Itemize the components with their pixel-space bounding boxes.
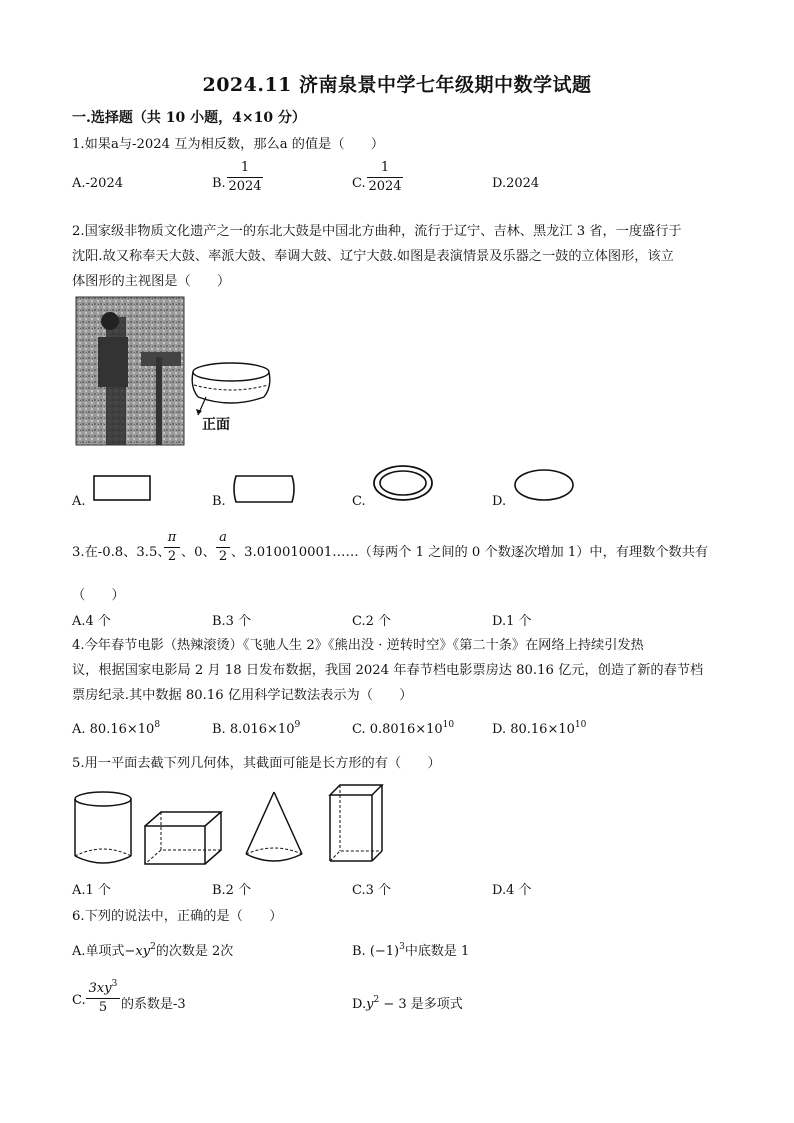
section-heading: 一.选择题（共 10 小题，4×10 分） — [72, 110, 306, 126]
q6-option-c-fraction — [86, 976, 120, 1016]
q6-option-c-numerator-exponent: 3 — [111, 979, 118, 989]
q6-option-d-exponent: 2 — [373, 995, 380, 1005]
q3-stem-part2: 、3.010010001……（每两个 1 之间的 0 个数逐次增加 1）中，有理数个数共有 — [231, 545, 709, 560]
q3-option-b: B.3 个 — [212, 614, 252, 629]
q6-option-b-suffix: 中底数是 1 — [404, 944, 470, 959]
q5-option-a: A.1 个 — [72, 883, 111, 898]
q4-option-d-exponent: 10 — [574, 720, 587, 730]
q6-option-b — [352, 940, 469, 959]
q2-option-a-rectangle — [93, 475, 151, 501]
q6-option-a — [72, 940, 233, 959]
cuboid-figure — [143, 810, 225, 866]
q4-option-b-base: B. 8.016×10 — [212, 722, 295, 737]
q1-option-b-fraction — [227, 160, 263, 195]
fraction-bar — [164, 547, 180, 548]
q5-option-b: B.2 个 — [212, 883, 252, 898]
q4-option-c — [352, 720, 454, 737]
q2-option-a-label: A. — [72, 494, 86, 509]
q5-stem: 5.用一平面去截下列几何体，其截面可能是长方形的有（ ） — [72, 756, 441, 771]
q2-option-d-ellipse — [513, 468, 575, 502]
q6-option-d-expression: y — [366, 997, 374, 1012]
cylinder-figure — [72, 790, 134, 866]
q4-option-b-exponent: 9 — [294, 720, 301, 730]
fraction-denominator: 5 — [98, 1000, 108, 1015]
fraction-bar — [216, 547, 230, 548]
q3-a-over-2 — [216, 530, 230, 565]
photo-caption: 正面 — [202, 417, 230, 433]
q6-option-a-prefix: A.单项式 — [72, 944, 125, 959]
performance-photo — [76, 297, 276, 447]
q2-stem-line1: 2.国家级非物质文化遗产之一的东北大鼓是中国北方曲种，流行于辽宁、吉林、黑龙江 3 省，一度盛行于 — [72, 224, 682, 239]
q4-option-a-exponent: 8 — [154, 720, 161, 730]
q4-option-b — [212, 720, 300, 737]
q2-option-c-double-ellipse — [372, 464, 434, 502]
q3-pi-over-2 — [164, 530, 180, 565]
q4-option-c-exponent: 10 — [442, 720, 455, 730]
q4-option-a — [72, 720, 160, 737]
q2-option-b-barrel-shape — [232, 475, 296, 503]
q6-option-a-exponent: 2 — [150, 942, 156, 952]
q5-option-d: D.4 个 — [492, 883, 532, 898]
q6-option-a-suffix: 的次数是 2次 — [155, 944, 234, 959]
fraction-bar — [227, 177, 263, 178]
q6-option-c-suffix: 的系数是-3 — [121, 997, 186, 1012]
q6-option-b-prefix: B. (−1) — [352, 944, 400, 959]
q3-stem-separator: 、0、 — [181, 545, 216, 560]
drum-photo-illustration — [76, 297, 276, 447]
q6-option-c-label: C. — [72, 993, 86, 1008]
fraction-numerator: a — [219, 530, 227, 545]
fraction-bar — [86, 998, 120, 999]
q6-stem: 6.下列的说法中，正确的是（ ） — [72, 909, 283, 924]
q3-option-c: C.2 个 — [352, 614, 392, 629]
fraction-numerator: 1 — [380, 160, 390, 175]
fraction-denominator: 2 — [218, 549, 228, 564]
fraction-numerator: π — [167, 530, 177, 545]
q3-stem-part1: 3.在-0.8、3.5、 — [72, 545, 171, 560]
q4-option-d — [492, 720, 586, 737]
q6-option-d — [352, 993, 463, 1012]
q4-stem-line2: 议，根据国家电影局 2 月 18 日发布数据，我国 2024 年春节档电影票房达 80.16 亿元，创造了新的春节档 — [72, 663, 704, 678]
q2-stem-line3: 体图形的主视图是（ ） — [72, 274, 231, 289]
fraction-bar — [367, 177, 403, 178]
fraction-denominator: 2 — [167, 549, 177, 564]
q6-option-d-prefix: D. — [352, 997, 367, 1012]
q6-option-d-suffix: − 3 是多项式 — [379, 997, 463, 1012]
q3-option-a: A.4 个 — [72, 614, 111, 629]
fraction-numerator — [86, 976, 120, 997]
q1-option-b-label: B. — [212, 176, 226, 191]
q2-option-b-label: B. — [212, 494, 226, 509]
q1-option-c-fraction — [367, 160, 403, 195]
q1-option-c-label: C. — [352, 176, 366, 191]
q4-stem-line3: 票房纪录.其中数据 80.16 亿用科学记数法表示为（ ） — [72, 688, 413, 703]
q4-option-d-base: D. 80.16×10 — [492, 722, 575, 737]
q2-option-c-label: C. — [352, 494, 366, 509]
q5-option-c: C.3 个 — [352, 883, 392, 898]
fraction-denominator: 2024 — [368, 179, 402, 194]
q1-option-a: A.-2024 — [72, 176, 123, 191]
q4-option-a-base: A. 80.16×10 — [72, 722, 155, 737]
q1-option-d: D.2024 — [492, 176, 540, 191]
cone-figure — [243, 790, 305, 866]
fraction-numerator: 1 — [240, 160, 250, 175]
q3-option-d: D.1 个 — [492, 614, 532, 629]
fraction-denominator: 2024 — [228, 179, 262, 194]
q2-option-d-label: D. — [492, 494, 507, 509]
q4-stem-line1: 4.今年春节电影（热辣滚烫）《飞驰人生 2》《熊出没 · 逆转时空》《第二十条》在网络上持续引发热 — [72, 638, 644, 653]
q1-stem: 1.如果a与-2024 互为相反数，那么a 的值是（ ） — [72, 137, 385, 152]
q4-option-c-base: C. 0.8016×10 — [352, 722, 443, 737]
q6-option-c-numerator: 3xy — [88, 981, 112, 996]
q6-option-a-expression: −xy — [124, 944, 151, 959]
q3-answer-paren: （ ） — [72, 588, 125, 603]
q6-option-b-exponent: 3 — [399, 942, 405, 952]
square-prism-figure — [328, 783, 384, 865]
page-title: 2024.11 济南泉景中学七年级期中数学试题 — [202, 74, 592, 96]
q2-stem-line2: 沈阳.故又称奉天大鼓、率派大鼓、奉调大鼓、辽宁大鼓.如图是表演情景及乐器之一鼓的立体图形，该立 — [72, 249, 674, 264]
